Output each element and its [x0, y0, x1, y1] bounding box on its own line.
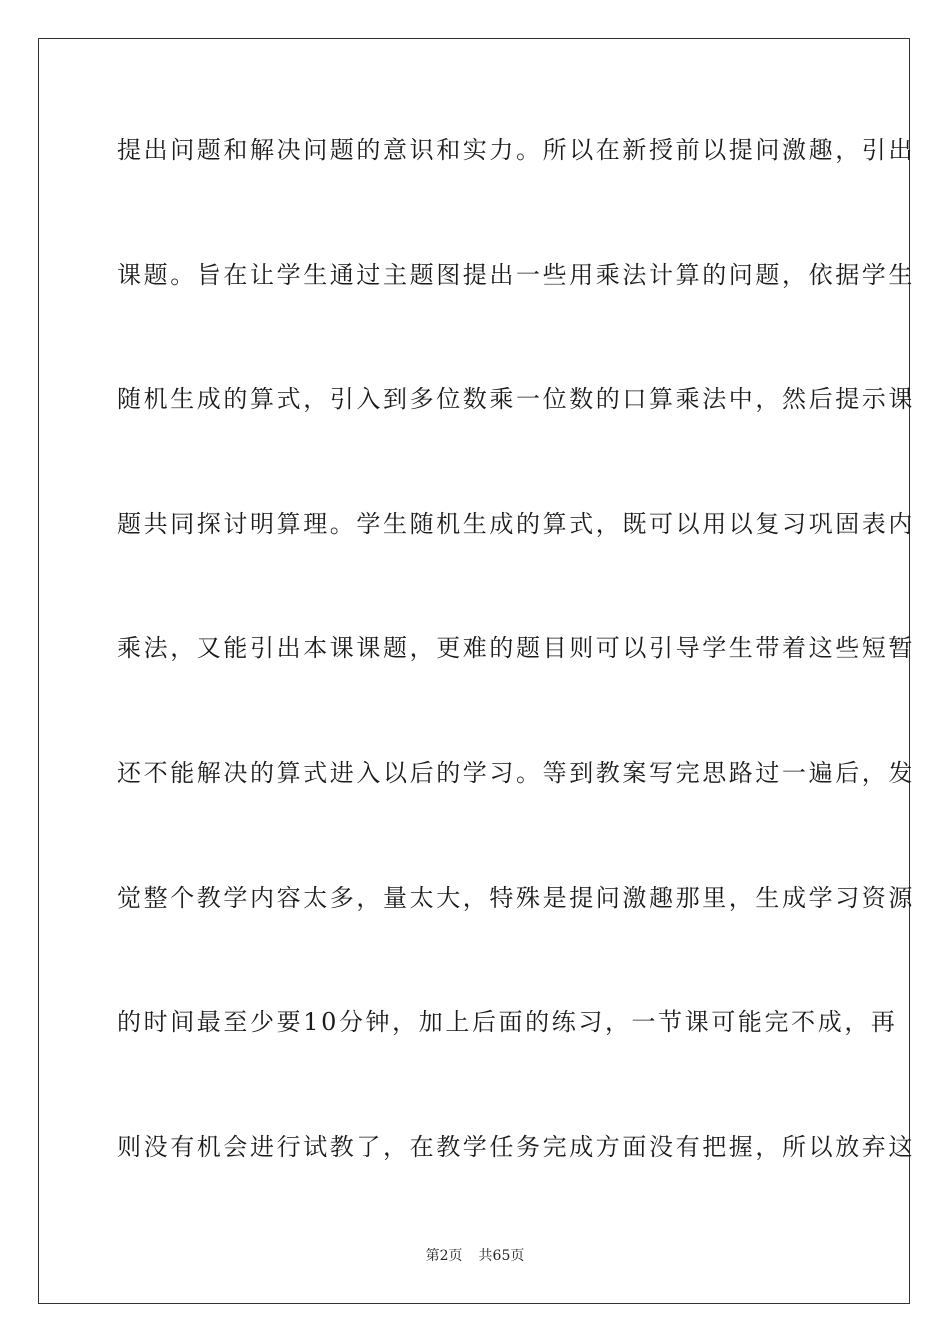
text-line: 提出问题和解决问题的意识和实力。所以在新授前以提问激趣，引出 [117, 136, 915, 164]
text-line: 随机生成的算式，引入到多位数乘一位数的口算乘法中，然后提示课 [117, 385, 915, 414]
text-line: 的时间最至少要10分钟，加上后面的练习，一节课可能完不成，再 [117, 1008, 898, 1037]
text-line: 则没有机会进行试教了，在教学任务完成方面没有把握，所以放弃这 [117, 1132, 915, 1161]
text-line: 乘法，又能引出本课课题，更难的题目则可以引导学生带着这些短暂 [117, 634, 915, 663]
text-line: 课题。旨在让学生通过主题图提出一些用乘法计算的问题，依据学生 [117, 260, 915, 289]
page-footer [0, 1246, 950, 1266]
text-line: 还不能解决的算式进入以后的学习。等到教案写完思路过一遍后，发 [117, 758, 915, 787]
text-line: 觉整个教学内容太多，量太大，特殊是提问激趣那里，生成学习资源 [117, 883, 915, 912]
document-body [117, 132, 915, 1253]
text-line: 题共同探讨明算理。学生随机生成的算式，既可以用以复习巩固表内 [117, 509, 915, 538]
page-number: 第2页 [425, 1248, 463, 1264]
page-total: 共65页 [478, 1248, 525, 1264]
